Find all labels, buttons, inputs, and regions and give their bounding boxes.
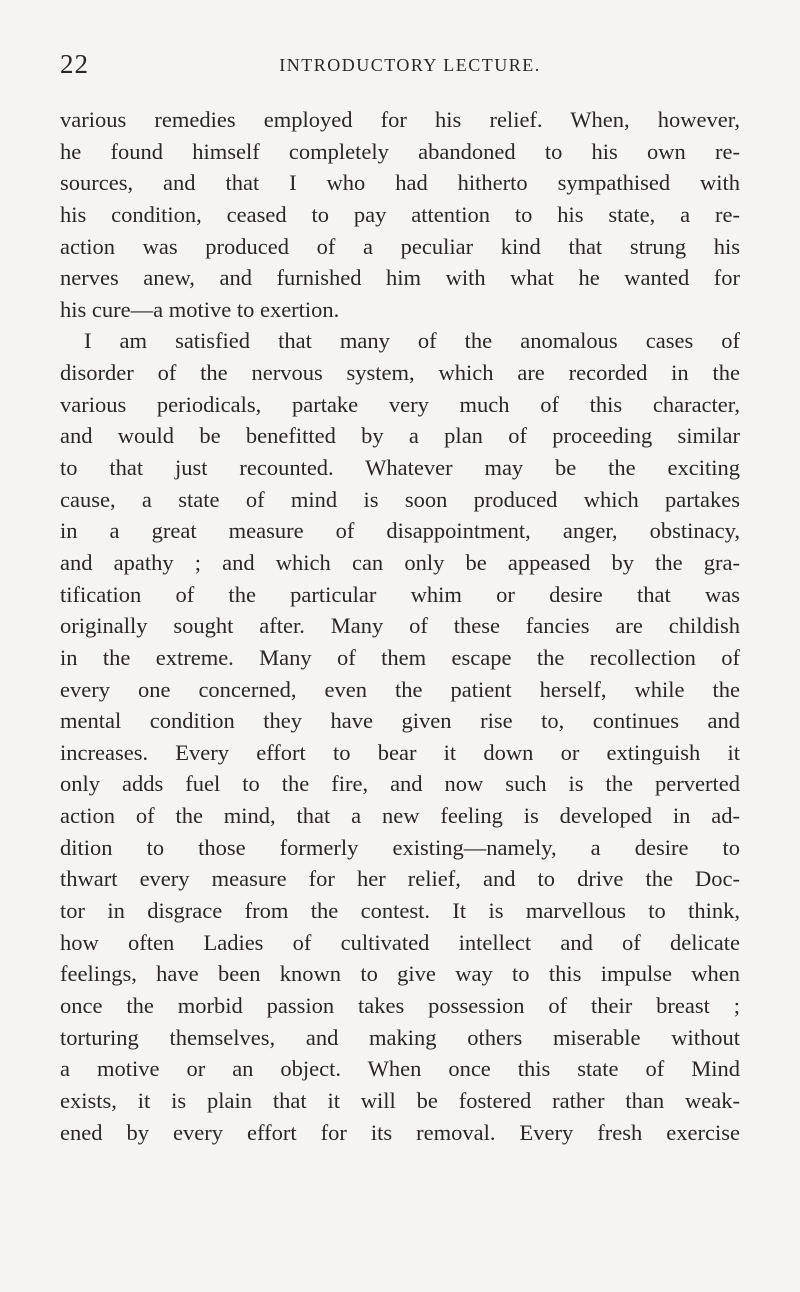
text-line: tor in disgrace from the contest. It is marvellous to think, — [60, 898, 740, 924]
text-line: once the morbid passion takes possession of their breast ; — [60, 992, 740, 1018]
text-line: how often Ladies of cultivated intellect and of delicate — [60, 929, 740, 955]
text-line: a motive or an object. When once this state of Mind — [60, 1056, 740, 1082]
text-line: nerves anew, and furnished him with what he wanted for — [60, 265, 740, 291]
text-line: action was produced of a peculiar kind that strung his — [60, 233, 740, 259]
text-line: various remedies employed for his relief. When, however, — [60, 107, 740, 132]
text-line: to that just recounted. Whatever may be the exciting — [60, 455, 740, 481]
running-head — [60, 46, 740, 82]
text-line: disorder of the nervous system, which are recorded in the — [60, 360, 740, 386]
running-title: INTRODUCTORY LECTURE. — [279, 55, 541, 75]
page-number: 22 — [60, 49, 89, 79]
text-line: increases. Every effort to bear it down or extinguish it — [60, 739, 740, 765]
text-line: action of the mind, that a new feeling is developed in ad- — [60, 803, 740, 829]
text-line: mental condition they have given rise to, continues and — [60, 708, 740, 734]
text-line: and would be benefitted by a plan of proceeding similar — [60, 423, 740, 449]
text-line: in a great measure of disappointment, anger, obstinacy, — [60, 518, 740, 544]
text-line: cause, a state of mind is soon produced which partakes — [60, 486, 740, 512]
text-line: ened by every effort for its removal. Every fresh exercise — [60, 1119, 740, 1145]
text-line: only adds fuel to the fire, and now such is the perverted — [60, 771, 740, 797]
text-line: his cure—a motive to exertion. — [60, 296, 340, 322]
text-line: I am satisfied that many of the anomalous cases of — [84, 328, 740, 354]
body-text — [60, 104, 740, 1148]
text-line: tification of the particular whim or desire that was — [60, 581, 740, 607]
text-line: he found himself completely abandoned to his own re- — [60, 138, 740, 164]
text-line: every one concerned, even the patient herself, while the — [60, 676, 740, 702]
text-line: feelings, have been known to give way to this impulse when — [60, 961, 740, 987]
text-line: his condition, ceased to pay attention to his state, a re- — [60, 201, 740, 227]
text-line: and apathy ; and which can only be appeased by the gra- — [60, 549, 740, 575]
text-line: originally sought after. Many of these fancies are childish — [60, 613, 740, 639]
text-line: exists, it is plain that it will be fostered rather than weak- — [60, 1087, 740, 1113]
text-line: thwart every measure for her relief, and to drive the Doc- — [60, 866, 740, 892]
text-line: torturing themselves, and making others miserable without — [60, 1024, 740, 1050]
text-line: sources, and that I who had hitherto sympathised with — [60, 170, 740, 196]
text-line: various periodicals, partake very much of this character, — [60, 391, 740, 417]
text-line: dition to those formerly existing—namely, a desire to — [60, 834, 740, 860]
text-line: in the extreme. Many of them escape the recollection of — [60, 644, 740, 670]
